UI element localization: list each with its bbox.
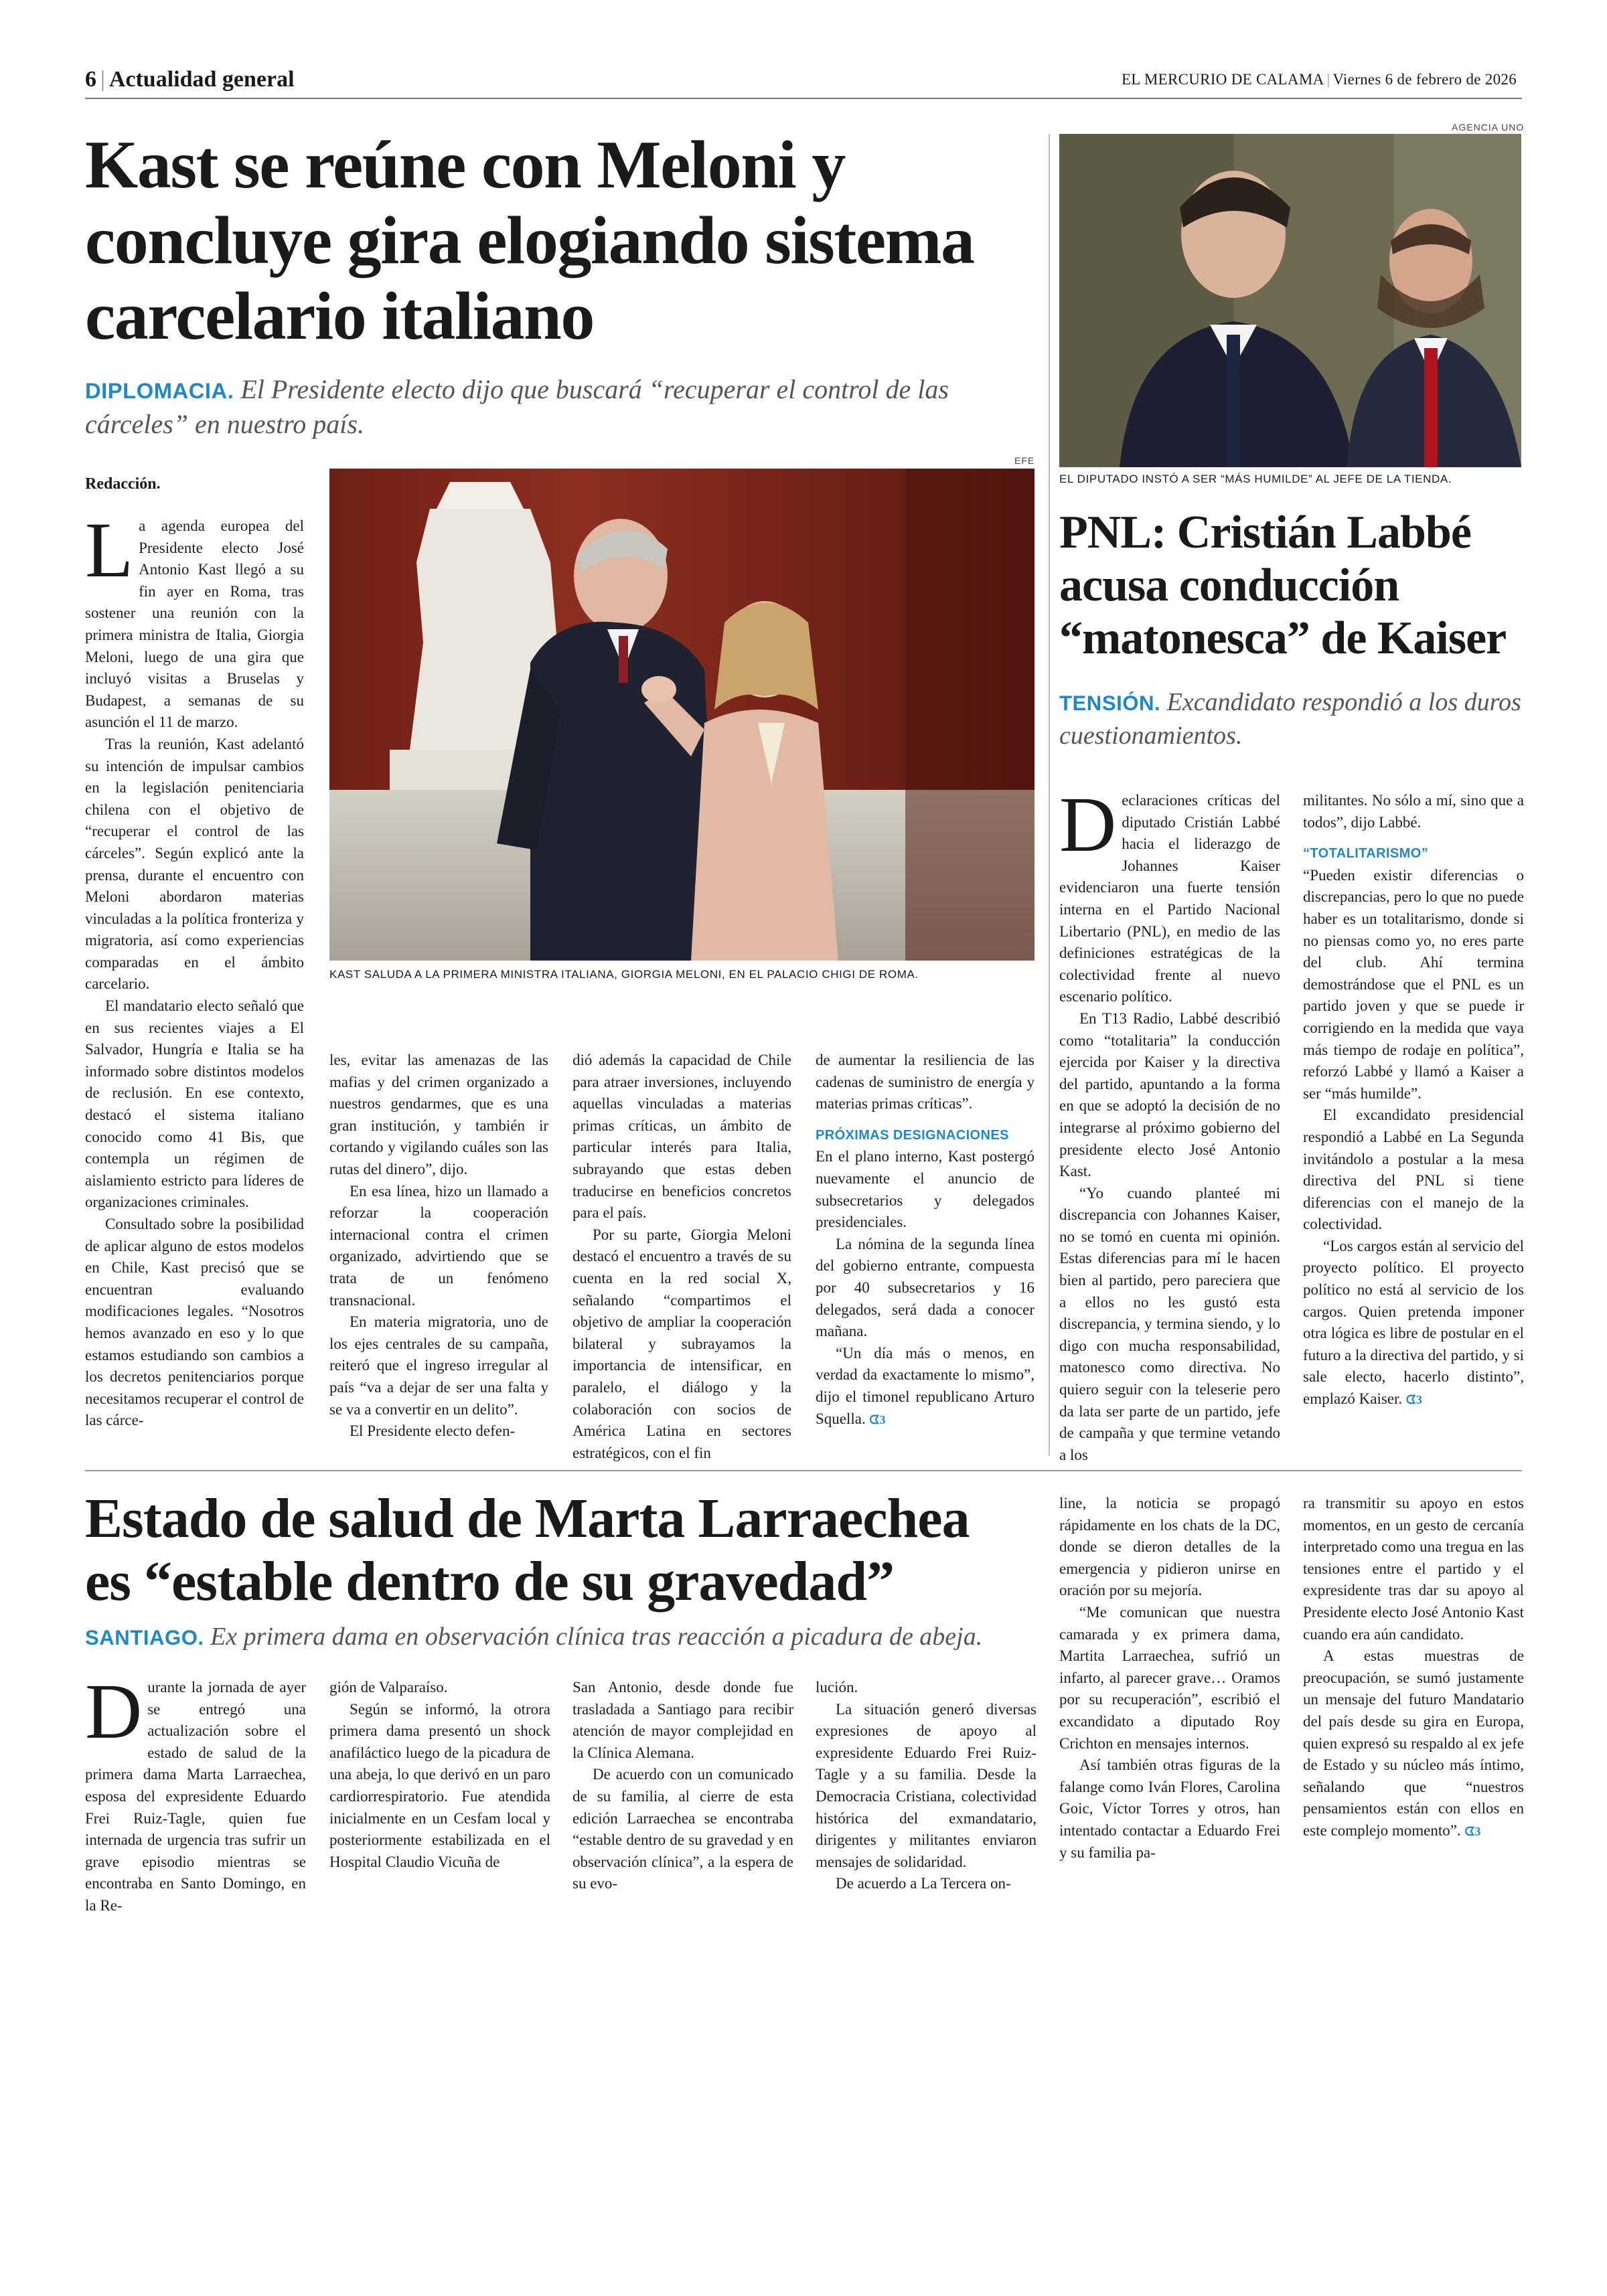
main-paragraph: El mandatario electo señaló que en sus recientes viajes a El Salvador, Hungría e Italia se ha informado sobre distintos modelos de reclusión. En ese contexto, destacó el sistema italiano conocido como 41 Bis, que contempla un régimen de aislamiento estricto para líderes de organizaciones criminales.	[85, 997, 304, 1211]
bottom-col-4	[816, 1677, 1037, 1895]
bottom-paragraph: San Antonio, desde donde fue trasladada a Santiago para recibir atención de mayor complejidad en la Clínica Alemana.	[572, 1679, 793, 1761]
side-deck	[1059, 686, 1528, 752]
main-col-2	[329, 1050, 548, 1443]
main-paragraph: Consultado sobre la posibilidad de aplicar alguno de estos modelos en Chile, Kast precisó que se encuentran evaluando modificaciones legales. “Nosotros hemos avanzado en eso y lo que estamos estudiando son cambios a los decretos penitenciarios porque necesitamos recuperar el control de las cárce-	[85, 1216, 304, 1429]
main-paragraph: dió además la capacidad de Chile para atraer inversiones, incluyendo aquellas vinculadas a materias primas críticas, un ámbito de particular interés para Italia, subrayando que estas deben traducirse en beneficios concretos para el país.	[572, 1052, 791, 1222]
page-number: 6	[85, 67, 96, 92]
bottom-paragraph: De acuerdo con un comunicado de su familia, al cierre de esta edición Larraechea se encontraba “estable dentro de su gravedad y en observación clínica”, a la espera de su evo-	[572, 1766, 793, 1892]
bottom-paragraph: lución.	[816, 1679, 858, 1696]
main-paragraph: Por su parte, Giorgia Meloni destacó el encuentro a través de su cuenta en la red social X, señalando “compartimos el objetivo de ampliar la cooperación bilateral y subrayamos la importancia de intensificar, en paralelo, el diálogo y la colaboración con socios de América Latina en sectores estratégicos, con el fin	[572, 1226, 791, 1461]
drop-cap: L	[85, 506, 134, 594]
side-paragraph: Declaraciones críticas del diputado Cristián Labbé hacia el liderazgo de Johannes Kaiser evidenciaron una fuerte tensión interna en el Partido Nacional Libertario (PNL), en medio de las definiciones estratégicas de la colectividad frente al nuevo escenario político.	[1059, 781, 1280, 1005]
drop-cap: D	[85, 1667, 143, 1755]
end-mark-icon: ᗧ3	[1464, 1824, 1481, 1838]
subhead-proximas: PRÓXIMAS DESIGNACIONES	[816, 1127, 1009, 1143]
main-paragraph: Tras la reunión, Kast adelantó su intención de impulsar cambios en la legislación penitenciaria chilena con el objetivo de “recuperar el control de las cárceles”. Según explicó ante la prensa, durante el encuentro con Meloni abordaron materias vinculadas a la política fronteriza y migratoria, así como experiencias comparadas en el ámbito carcelario.	[85, 735, 304, 993]
main-kicker: DIPLOMACIA.	[85, 378, 234, 403]
bottom-col-2	[329, 1677, 550, 1873]
side-deck-text: Excandidato respondió a los duros cuestionamientos.	[1059, 688, 1521, 750]
side-paragraph: “Los cargos están al servicio del proyecto político. El proyecto político no está al servicio de los cargos. Quien pretenda imponer otra lógica es libre de postular en el futuro a la directiva del partido, y si sale electo, hacerlo distinto”, emplazó Kaiser. ᗧ3	[1303, 1237, 1524, 1408]
main-paragraph: de aumentar la resiliencia de las cadenas de suministro de energía y materias primas críticas”.	[816, 1052, 1035, 1113]
main-photo-caption: KAST SALUDA A LA PRIMERA MINISTRA ITALIANA, GIORGIA MELONI, EN EL PALACIO CHIGI DE ROMA.	[329, 968, 919, 981]
bottom-paragraph: Durante la jornada de ayer se entregó una actualización sobre el estado de salud de la primera dama Marta Larraechea, esposa del expresidente Eduardo Frei Ruiz-Tagle, quien fue internada de urgencia tras sufrir un grave episodio mientras se encontraba en Santo Domingo, en la Re-	[85, 1667, 306, 1914]
bottom-col-5	[1059, 1493, 1280, 1864]
side-photo-credit: AGENCIA UNO	[1452, 122, 1525, 133]
side-col-1	[1059, 781, 1280, 1466]
main-paragraph: En materia migratoria, uno de los ejes centrales de su campaña, reiteró que el ingreso irregular al país “va a dejar de ser una falta y se va a convertir en un delito”.	[329, 1313, 548, 1418]
main-deck-text: El Presidente electo dijo que buscará “recuperar el control de las cárceles” en nuestro país.	[85, 374, 949, 439]
main-paragraph: En el plano interno, Kast postergó nuevamente el anuncio de subsecretarios y delegados presidenciales.	[816, 1148, 1035, 1231]
main-col-1	[85, 506, 304, 1432]
side-paragraph: El excandidato presidencial respondió a Labbé en La Segunda invitándolo a postular a la mesa directiva del PNL si tiene diferencias con el manejo de la colectividad.	[1303, 1106, 1524, 1233]
side-photo	[1059, 134, 1521, 467]
end-mark-icon: ᗧ3	[869, 1412, 886, 1426]
bottom-col-3	[572, 1677, 793, 1895]
side-paragraph: “Yo cuando planteé mi discrepancia con Johannes Kaiser, no se tomó en cuenta mi opinión. Estas diferencias para mí le hacen bien al partido, pero pareciera que a ellos no les gustó esta discrepancia, y termina siendo, y lo digo con mucha responsabilidad, matonesco como directiva. No quiero seguir con la teleserie pero da lata ser parte de un partido, jefe de campaña y que termine vetando a los	[1059, 1184, 1280, 1463]
bottom-deck-text: Ex primera dama en observación clínica tras reacción a picadura de abeja.	[210, 1623, 983, 1651]
section-title: Actualidad general	[108, 67, 295, 92]
bottom-paragraph: De acuerdo a La Tercera on-	[836, 1875, 1011, 1892]
main-col-3	[572, 1050, 791, 1464]
side-kicker: TENSIÓN.	[1059, 691, 1161, 715]
end-mark-icon: ᗧ3	[1405, 1393, 1422, 1407]
bottom-paragraph: La situación generó diversas expresiones de apoyo al expresidente Eduardo Frei Ruiz-Tagle y a su familia. Desde la Democracia Cristiana, colectividad histórica del exmandatario, dirigentes y militantes enviaron mensajes de solidaridad.	[816, 1700, 1037, 1870]
main-col-4	[816, 1050, 1035, 1430]
side-paragraph: militantes. No sólo a mí, sino que a todos”, dijo Labbé.	[1303, 792, 1524, 831]
bottom-paragraph: “Me comunican que nuestra camarada y ex primera dama, Martita Larraechea, sufrió un infarto, al parecer grave… Oramos por su recuperación”, escribió el excandidato a diputado Roy Crichton en mensajes internos.	[1059, 1603, 1280, 1752]
newspaper-name: EL MERCURIO DE CALAMA	[1121, 71, 1324, 88]
page-header-right: EL MERCURIO DE CALAMA | Viernes 6 de febrero de 2026	[1121, 71, 1517, 88]
bottom-col-6	[1303, 1493, 1524, 1843]
column-divider	[1049, 134, 1050, 1456]
side-col-2	[1303, 790, 1524, 1411]
byline: Redacción.	[85, 475, 161, 493]
bottom-paragraph: gión de Valparaíso.	[329, 1679, 448, 1696]
section-divider	[85, 1470, 1522, 1471]
main-paragraph: La nómina de la segunda línea del gobierno entrante, compuesta por 40 subsecretarios y 16 delegados, será dada a conocer mañana.	[816, 1235, 1035, 1340]
bottom-paragraph: Así también otras figuras de la falange como Iván Flores, Carolina Goic, Víctor Torres y otros, han intentado contactar a Eduardo Frei y su familia pa-	[1059, 1756, 1280, 1861]
side-photo-caption: EL DIPUTADO INSTÓ A SER “MÁS HUMILDE” AL JEFE DE LA TIENDA.	[1059, 473, 1452, 485]
bottom-col-1	[85, 1667, 306, 1917]
main-photo-credit: EFE	[1014, 455, 1035, 466]
side-paragraph: En T13 Radio, Labbé describió como “totalitaria” la conducción ejercida por Kaiser y la directiva del partido, apuntando a la forma en que se adoptó la decisión de no integrarse al próximo gobierno del presidente electo José Antonio Kast.	[1059, 1009, 1280, 1180]
main-paragraph: “Un día más o menos, en verdad da exactamente lo mismo”, dijo el timonel republicano Arturo Squella. ᗧ3	[816, 1344, 1035, 1427]
bottom-paragraph: ra transmitir su apoyo en estos momentos, en un gesto de cercanía interpretado como una tregua en las tensiones entre el partido y el expresidente tras dar su apoyo al Presidente electo José Antonio Kast cuando era aún candidato.	[1303, 1495, 1524, 1643]
bottom-paragraph: A estas muestras de preocupación, se sumó justamente un mensaje del futuro Mandatario del país desde su gira en Europa, quien expresó su respaldo al ex jefe de Estado y su núcleo más íntimo, señalando que “nuestros pensamientos están con ellos en este complejo momento”. ᗧ3	[1303, 1647, 1524, 1839]
bottom-deck	[85, 1621, 1069, 1653]
main-paragraph: En esa línea, hizo un llamado a reforzar la cooperación internacional contra el crimen organizado, advirtiendo que se trata de un fenómeno transnacional.	[329, 1182, 548, 1309]
subhead-totalitarismo: “TOTALITARISMO”	[1303, 846, 1429, 862]
main-paragraph: La agenda europea del Presidente electo José Antonio Kast llegó a su fin ayer en Roma, tras sostener una reunión con la primera ministra de Italia, Giorgia Meloni, luego de una gira que incluyó visitas a Bruselas y Budapest, a semanas de su asunción el 11 de marzo.	[85, 506, 304, 731]
main-headline: Kast se reúne con Meloni y concluye gira elogiando sistema carcelario italiano	[85, 127, 974, 354]
drop-cap: D	[1059, 781, 1117, 868]
side-headline: PNL: Cristián Labbé acusa conducción “matonesca” de Kaiser	[1059, 507, 1507, 664]
main-paragraph: El Presidente electo defen-	[350, 1422, 516, 1440]
side-paragraph: “Pueden existir diferencias o discrepancias, pero lo que no puede haber es un totalitarismo, donde si no piensas como yo, no eres parte del club. Ahí termina demostrándose que el PNL es un partido joven y que se puede ir corrigiendo en la medida que vaya más tiempo de rodaje en política”, reforzó Labbé y llamó a Kaiser a ser “más humilde”.	[1303, 866, 1524, 1102]
header-rule	[85, 98, 1522, 99]
main-photo	[329, 469, 1035, 961]
bottom-paragraph: line, la noticia se propagó rápidamente en los chats de la DC, donde se dieron detalles de la emergencia y pidieron unirse en oración por su mejoría.	[1059, 1495, 1280, 1599]
issue-date: Viernes 6 de febrero de 2026	[1332, 71, 1517, 88]
bottom-headline: Estado de salud de Marta Larraechea es “estable dentro de su gravedad”	[85, 1487, 970, 1613]
main-deck	[85, 373, 996, 441]
main-paragraph: les, evitar las amenazas de las mafias y del crimen organizado a nuestros gendarmes, que es una gran institución, y también ir cortando y vigilando cuáles son las rutas del dinero”, dijo.	[329, 1052, 548, 1177]
page-header-left: 6 | Actualidad general	[85, 67, 295, 92]
bottom-paragraph: Según se informó, la otrora primera dama presentó un shock anafiláctico luego de la picadura de una abeja, lo que derivó en un paro cardiorrespiratorio. Fue atendida inicialmente en un Cesfam local y posteriormente estabilizada en el Hospital Claudio Vicuña de	[329, 1700, 550, 1870]
bottom-kicker: SANTIAGO.	[85, 1626, 204, 1649]
